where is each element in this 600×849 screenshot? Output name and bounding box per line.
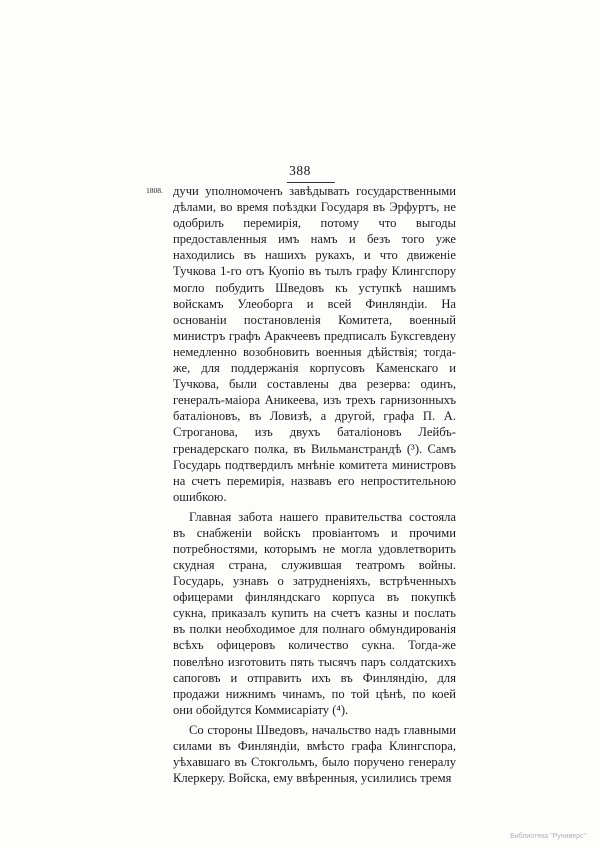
- library-watermark: Библиотека "Руниверс": [510, 833, 586, 840]
- margin-year-note: 1808.: [146, 186, 163, 195]
- paragraph-3: Со стороны Шведовъ, начальство надъ главными силами въ Финляндіи, вмѣсто графа Клингспора, уѣхавшаго въ Стокгольмъ, было поручено генералу Клеркеру. Войска, ему ввѣренныя, усилились тремя: [173, 722, 456, 785]
- paragraph-2: Главная забота нашего правительства состояла въ снабженіи войскъ провіантомъ и прочими потребностями, которымъ не могла удовлетворить скудная страна, служившая театромъ войны. Государь, узнавъ о затрудненіяхъ, встрѣченныхъ офицерами финляндскаго корпуса въ покупкѣ сукна, приказалъ купить на счетъ казны и послать въ полки необходимое для полнаго обмундированія всѣхъ офицеровъ количество сукна. Тогда-же повелѣно изготовить пять тысячъ паръ солдатскихъ сапоговъ и отправить ихъ въ Финляндію, для продажи нижнимъ чинамъ, по той цѣнѣ, по коей они обойдутся Коммисаріату (⁴).: [173, 509, 456, 717]
- paragraph-1: дучи уполномоченъ завѣдывать государственными дѣлами, во время поѣздки Государя въ Эрфуртъ, не одобрилъ перемирія, потому что выгоды предоставленныя имъ намъ и безъ того уже находились въ нашихъ рукахъ, и что движеніе Тучкова 1-го отъ Куопіо въ тылъ графу Клингспору могло побудить Шведовъ къ уступкѣ нашимъ войскамъ Улеоборга и всей Финляндіи. На основаніи постановленія Комитета, военный министръ графъ Аракчеевъ предписалъ Буксгевдену немедленно возобновить военныя дѣйствія; тогда-же, для поддержанія корпусовъ Каменскаго и Тучкова, были составлены два резерва: одинъ, генералъ-маіора Аникеева, изъ трехъ гарнизонныхъ баталіоновъ, въ Ловизѣ, а другой, графа П. А. Строганова, изъ двухъ баталіоновъ Лейбъ-гренадерскаго полка, въ Вильманстрандѣ (³). Самъ Государь подтвердилъ мнѣніе комитета министровъ на счетъ перемирія, назвавъ его непростительною ошибкою.: [173, 184, 456, 504]
- page-number: 388: [289, 163, 311, 178]
- body-text: [173, 183, 456, 786]
